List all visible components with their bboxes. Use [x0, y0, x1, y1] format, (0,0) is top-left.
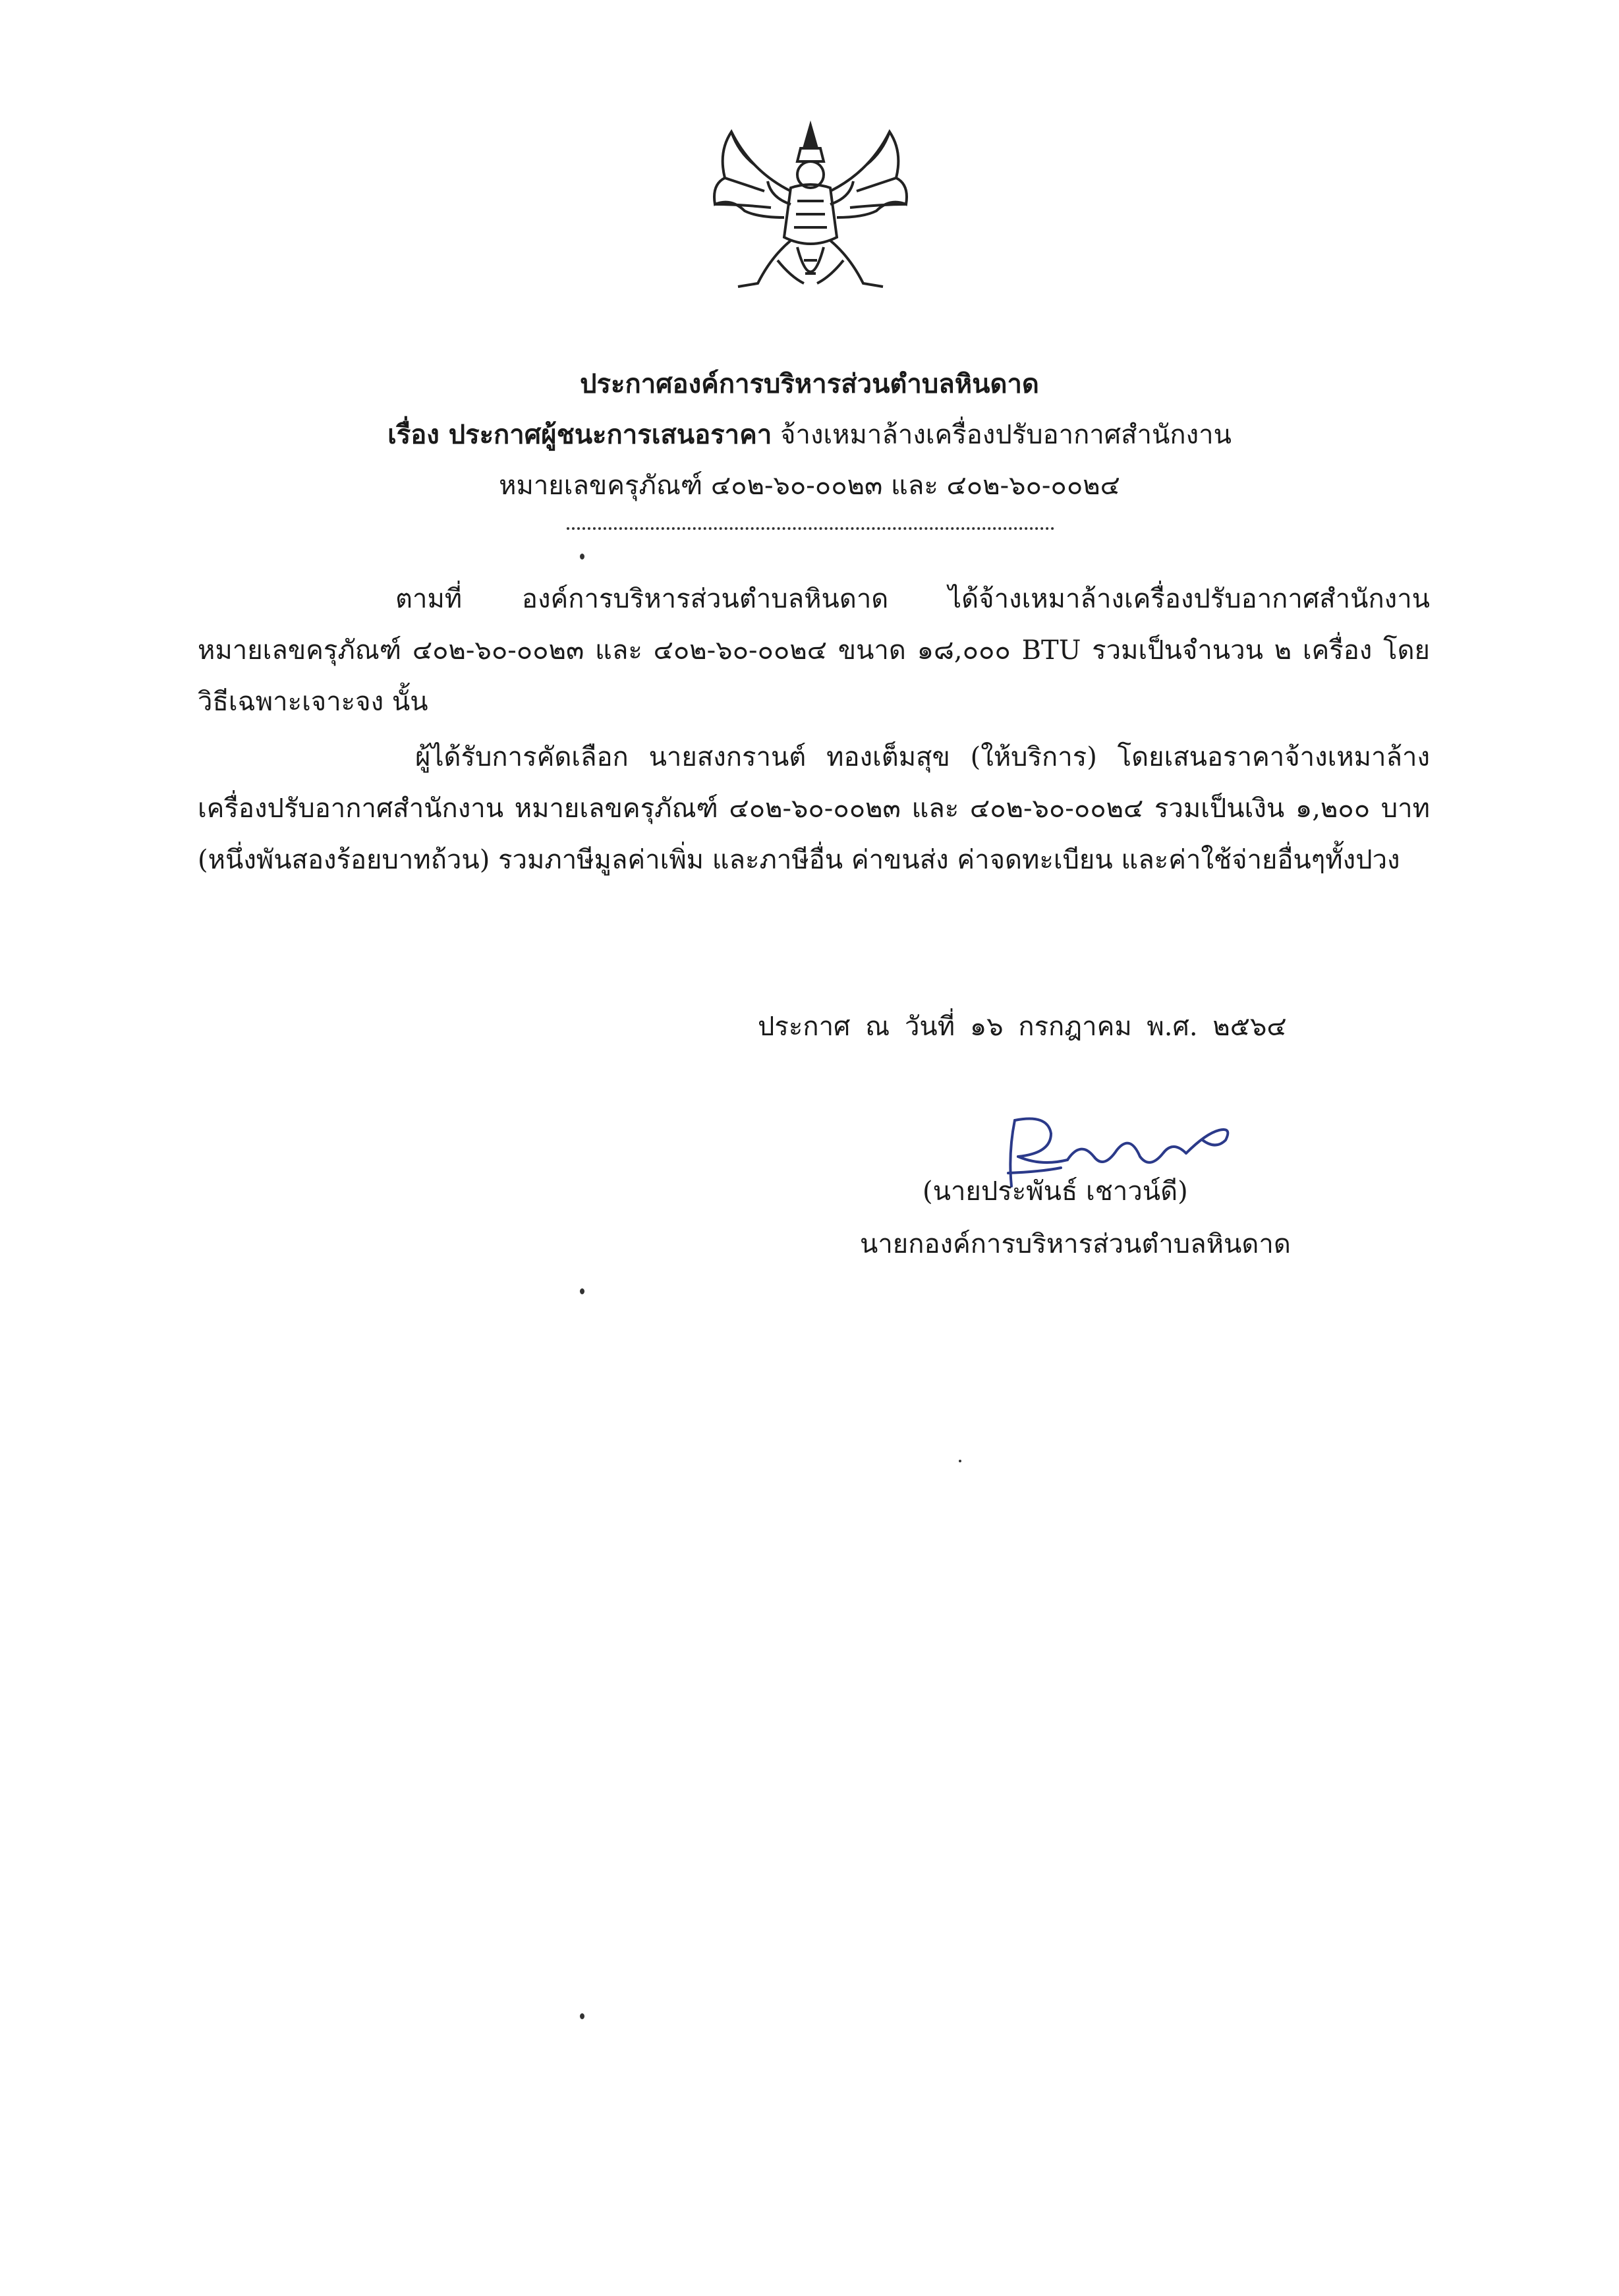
scan-speck	[959, 1460, 961, 1462]
signatory-position: นายกองค์การบริหารส่วนตำบลหินดาด	[860, 1229, 1291, 1259]
subject-text: จ้างเหมาล้างเครื่องปรับอากาศสำนักงาน	[780, 420, 1232, 450]
scan-speck	[580, 1288, 584, 1294]
body-paragraph-1: ตามที่ องค์การบริหารส่วนตำบลหินดาด ได้จ้างเหมาล้างเครื่องปรับอากาศสำนักงาน หมายเลขครุภัณฑ์ ๔๐๒-๖๐-๐๐๒๓ และ ๔๐๒-๖๐-๐๐๒๔ ขนาด ๑๘,๐๐๐ BTU รวมเป็นจำนวน ๒ เครื่อง โดยวิธีเฉพาะเจาะจง นั้น	[198, 584, 1430, 717]
scan-speck	[580, 554, 584, 560]
document-subject	[0, 416, 1619, 453]
body-paragraph-2: ผู้ได้รับการคัดเลือก นายสงกรานต์ ทองเต็มสุข (ให้บริการ) โดยเสนอราคาจ้างเหมาล้างเครื่องปรับอากาศสำนักงาน หมายเลขครุภัณฑ์ ๔๐๒-๖๐-๐๐๒๓ และ ๔๐๒-๖๐-๐๐๒๔ รวมเป็นเงิน ๑,๒๐๐ บาท (หนึ่งพันสองร้อยบาทถ้วน) รวมภาษีมูลค่าเพิ่ม และภาษีอื่น ค่าขนส่ง ค่าจดทะเบียน และค่าใช้จ่ายอื่นๆทั้งปวง	[198, 742, 1431, 875]
header-divider	[567, 527, 1054, 530]
document-title: ประกาศองค์การบริหารส่วนตำบลหินดาด	[580, 368, 1039, 399]
asset-numbers: หมายเลขครุภัณฑ์ ๔๐๒-๖๐-๐๐๒๓ และ ๔๐๒-๖๐-๐๐๒๔	[499, 471, 1120, 501]
subject-label: เรื่อง ประกาศผู้ชนะการเสนอราคา	[387, 419, 772, 450]
garuda-emblem-icon	[692, 112, 929, 310]
signatory-name: (นายประพันธ์ เชาวน์ดี)	[923, 1176, 1188, 1207]
scan-speck	[580, 2013, 584, 2019]
announcement-date: ประกาศ ณ วันที่ ๑๖ กรกฎาคม พ.ศ. ๒๕๖๔	[758, 1012, 1287, 1042]
